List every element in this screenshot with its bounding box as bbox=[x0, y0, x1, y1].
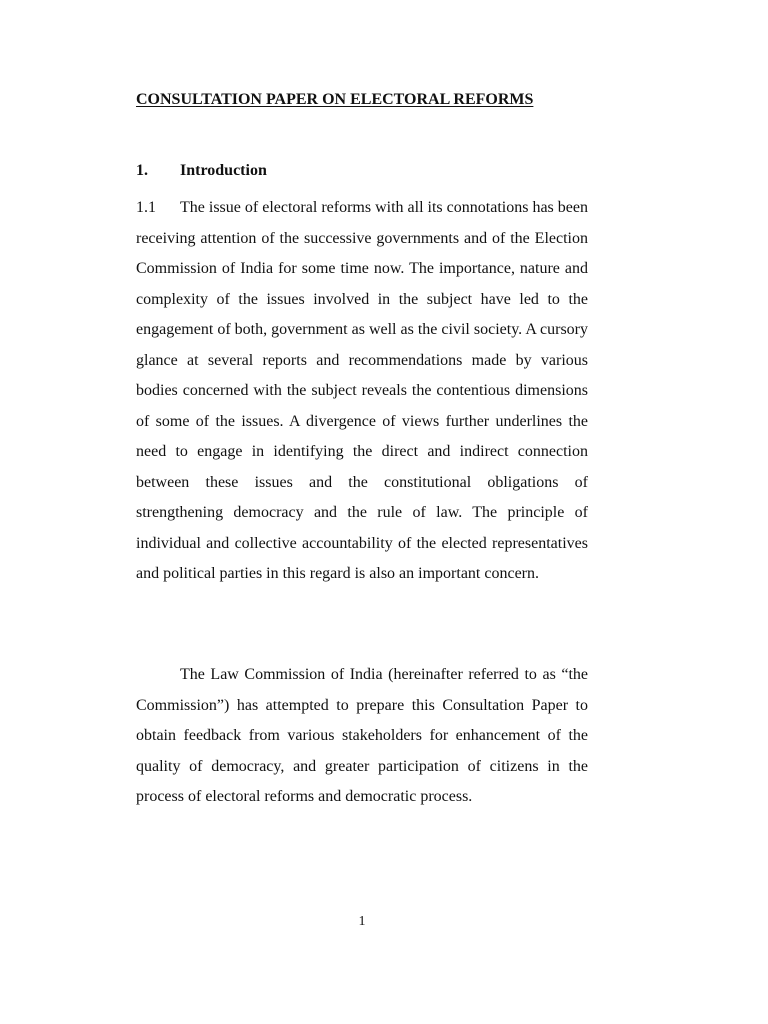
section-number: 1. bbox=[136, 162, 148, 179]
paragraph-2: The Law Commission of India (hereinafter referred to as “the Commission”) has attempted to prepare this Consultation Paper to obtain feedback from various stakeholders for enhancement of the quality of democracy, and greater participation of citizens in the process of electoral reforms and democratic process. bbox=[136, 666, 588, 805]
section-heading bbox=[136, 162, 267, 180]
section-heading-text: Introduction bbox=[180, 162, 267, 179]
paragraph-1-number: 1.1 bbox=[136, 199, 156, 216]
page-number: 1 bbox=[358, 914, 366, 929]
document-title: CONSULTATION PAPER ON ELECTORAL REFORMS bbox=[136, 91, 534, 108]
paragraph-1 bbox=[136, 193, 588, 590]
paragraph-1-text: The issue of electoral reforms with all its connotations has been receiving attention of the successive governments and of the Election Commission of India for some time now. The importance, nature and complexity of the issues involved in the subject have led to the engagement of both, government as well as the civil society. A cursory glance at several reports and recommendations made by various bodies concerned with the subject reveals the contentious dimensions of some of the issues. A divergence of views further underlines the need to engage in identifying the direct and indirect connection between these issues and the constitutional obligations of strengthening democracy and the rule of law. The principle of individual and collective accountability of the elected representatives and political parties in this regard is also an important concern. bbox=[136, 199, 588, 582]
